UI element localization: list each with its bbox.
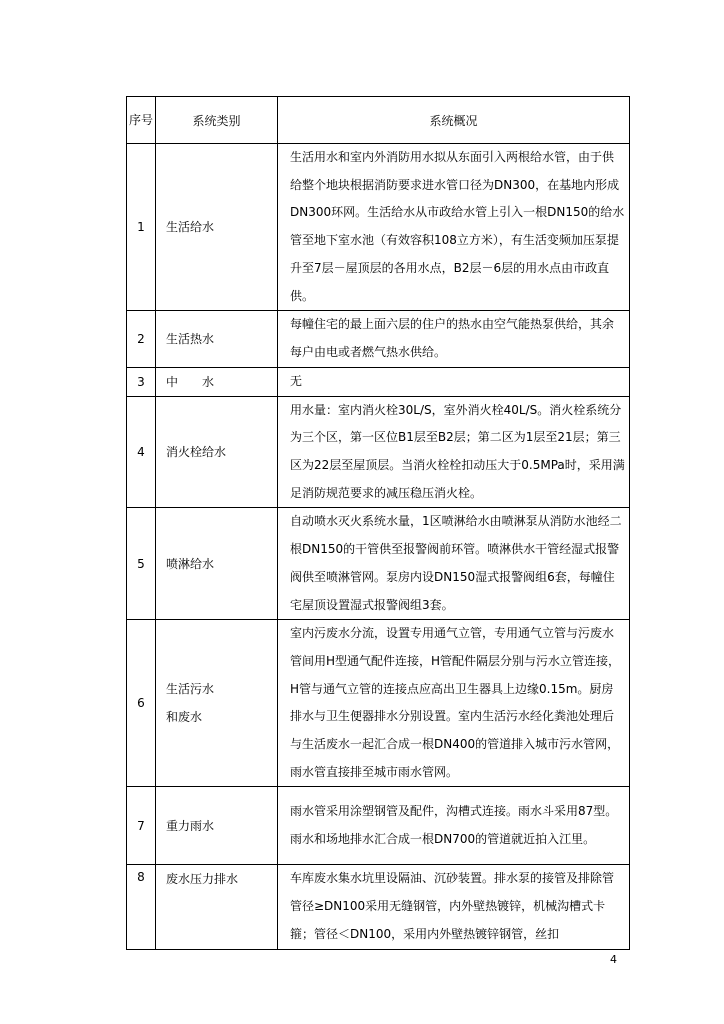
table-row — [127, 620, 630, 787]
water-systems-table — [126, 96, 630, 950]
row-description: 用水量：室内消火栓30L/S，室外消火栓40L/S。消火栓系统分为三个区，第一区位B1层至B2层；第二区为1层至21层；第三区为22层至屋顶层。当消火栓栓扣动压大于0.5MPa时，采用满足消防规范要求的减压稳压消火栓。 — [278, 396, 630, 508]
table-header-row — [127, 97, 630, 144]
row-category: 消火栓给水 — [156, 396, 278, 508]
row-number: 6 — [127, 620, 156, 787]
table-row — [127, 144, 630, 311]
row-number: 1 — [127, 144, 156, 311]
row-number: 7 — [127, 787, 156, 865]
header-seq: 序号 — [127, 97, 156, 144]
table-row — [127, 865, 630, 949]
header-category: 系统类别 — [156, 97, 278, 144]
header-overview: 系统概况 — [278, 97, 630, 144]
row-category: 生活给水 — [156, 144, 278, 311]
row-category: 重力雨水 — [156, 787, 278, 865]
row-description: 雨水管采用涂塑钢管及配件，沟槽式连接。雨水斗采用87型。雨水和场地排水汇合成一根DN700的管道就近拍入江里。 — [278, 787, 630, 865]
row-number: 5 — [127, 508, 156, 620]
table-row — [127, 508, 630, 620]
row-description: 每幢住宅的最上面六层的住户的热水由空气能热泵供给，其余每户由电或者燃气热水供给。 — [278, 311, 630, 367]
row-description: 室内污废水分流，设置专用通气立管，专用通气立管与污废水管间用H型通气配件连接，H管配件隔层分别与污水立管连接，H管与通气立管的连接点应高出卫生器具上边缘0.15m。厨房排水与卫生便器排水分别设置。室内生活污水经化粪池处理后与生活废水一起汇合成一根DN400的管道排入城市污水管网，雨水管直接排至城市雨水管网。 — [278, 620, 630, 787]
row-number: 3 — [127, 367, 156, 396]
row-description: 生活用水和室内外消防用水拟从东面引入两根给水管，由于供给整个地块根据消防要求进水管口径为DN300，在基地内形成DN300环网。生活给水从市政给水管上引入一根DN150的给水管至地下室水池（有效容积108立方米），有生活变频加压泵提升至7层－屋顶层的各用水点，B2层－6层的用水点由市政直供。 — [278, 144, 630, 311]
row-description: 车库废水集水坑里设隔油、沉砂装置。排水泵的接管及排除管管径≥DN100采用无缝钢管，内外壁热镀锌，机械沟槽式卡箍；管径＜DN100，采用内外壁热镀锌钢管，丝扣 — [278, 865, 630, 949]
table-row — [127, 367, 630, 396]
row-category: 喷淋给水 — [156, 508, 278, 620]
page-number: 4 — [610, 953, 617, 966]
table-row — [127, 396, 630, 508]
row-category: 废水压力排水 — [156, 865, 278, 949]
row-number: 4 — [127, 396, 156, 508]
row-category: 生活污水 — [166, 682, 215, 697]
table-row — [127, 787, 630, 865]
row-category: 生活热水 — [156, 311, 278, 367]
row-description: 自动喷水灭火系统水量，1区喷淋给水由喷淋泵从消防水池经二根DN150的干管供至报警阀前环管。喷淋供水干管经湿式报警阀供至喷淋管网。泵房内设DN150湿式报警阀组6套，每幢住宅屋顶设置湿式报警阀组3套。 — [278, 508, 630, 620]
row-description: 无 — [278, 367, 630, 396]
row-number: 2 — [127, 311, 156, 367]
table-row — [127, 311, 630, 367]
row-category-cell — [156, 620, 278, 787]
row-number: 8 — [127, 865, 156, 949]
row-category: 中 水 — [156, 367, 278, 396]
row-category-line-2: 和废水 — [166, 710, 203, 725]
